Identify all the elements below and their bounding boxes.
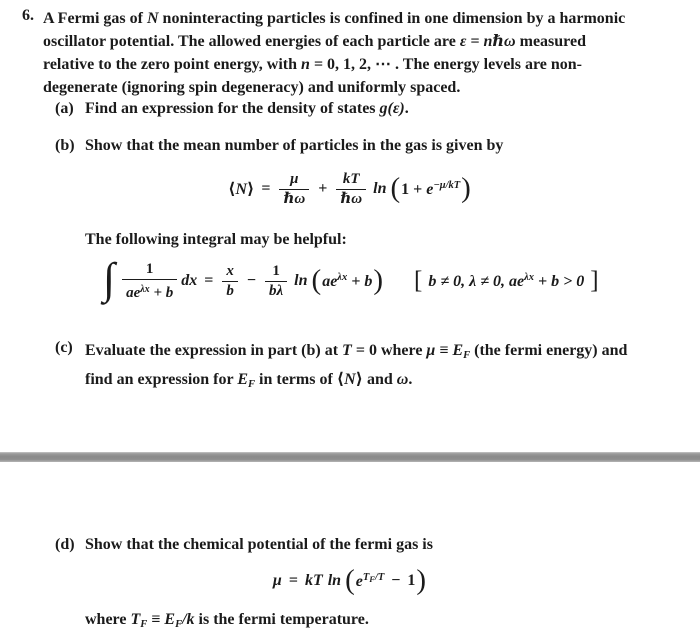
part-a-text: Find an expression for the density of states g(ε). — [85, 100, 409, 117]
part-c-item — [55, 339, 627, 397]
intro-line-4: degenerate (ignoring spin degeneracy) and uniformly spaced. — [43, 79, 461, 96]
equation-mean-number-wrap — [0, 166, 700, 212]
integral-hint-text: The following integral may be helpful: — [85, 231, 347, 248]
section-divider — [0, 452, 700, 462]
part-d-item — [55, 536, 433, 554]
fraction-x-over-b: $\frac{x}{b}$ — [222, 263, 238, 300]
intro-line-1: A Fermi gas of N noninteracting particles is confined in one dimension by a harmonic — [43, 10, 626, 27]
integral-sign: ∫ — [103, 254, 116, 304]
equation-chemical-potential-wrap — [0, 562, 700, 600]
part-a-item — [55, 100, 409, 118]
fraction-integrand: $\frac{1}{ae^{\lambda x} + b}$ — [122, 261, 177, 302]
equation-integral: ∫ $\frac{1}{ae^{\lambda x} + b}$ dx = $\frac{x}{b}$ − $\frac{1}{b\lambda}$ ln ( $ae^{\lambda x} + b$ ) [ b ≠ 0, λ ≠ 0, $ae^{\lambda x} + b > 0$ ] — [103, 254, 599, 304]
part-c-line-2: find an expression for $E_F$ in terms of ⟨N⟩ and ω. — [85, 371, 413, 390]
intro-paragraph — [43, 7, 625, 99]
equation-chemical-potential: μ = kT ln ( $e^{TF/T}$ − 1 ) — [272, 563, 427, 596]
part-b-label: (b) — [55, 137, 75, 154]
mean-number-lhs: ⟨N⟩ — [228, 181, 255, 198]
part-b-item — [55, 137, 503, 155]
fraction-mu-over-hbar-omega: $\frac{\mu}{\text{ℏω}}$ — [279, 171, 309, 208]
fraction-one-over-b-lambda: $\frac{1}{b\lambda}$ — [265, 263, 287, 300]
part-d-label: (d) — [55, 536, 75, 553]
condition-bracket: [ b ≠ 0, λ ≠ 0, $ae^{\lambda x} + b > 0$ ] — [414, 266, 599, 294]
part-c-text — [85, 339, 627, 397]
problem-number: 6. — [22, 7, 34, 24]
equation-mean-number: ⟨N⟩ = $\frac{\mu}{\text{ℏω}}$ + $\frac{kT}{\text{ℏω}}$ ln ( $1 + e^{-\mu/kT}$ ) — [228, 170, 471, 207]
footer-note: where $T_F \equiv E_F/k$ is the fermi temperature. — [85, 611, 369, 630]
part-a-label: (a) — [55, 100, 74, 117]
part-c-line-1: Evaluate the expression in part (b) at T = 0 where $\mu \equiv E_F$ (the fermi energy) and — [85, 342, 628, 361]
part-c-label: (c) — [55, 339, 73, 356]
intro-line-3: relative to the zero point energy, with n = 0, 1, 2, ⋯ . The energy levels are non- — [43, 56, 582, 73]
part-d-text: Show that the chemical potential of the fermi gas is — [85, 536, 433, 553]
problem-intro — [22, 7, 625, 99]
intro-line-2: oscillator potential. The allowed energies of each particle are ε = nℏω measured — [43, 33, 586, 50]
dx-term: dx — [181, 272, 198, 289]
fraction-kT-over-hbar-omega: $\frac{kT}{\text{ℏω}}$ — [336, 171, 366, 208]
part-b-text: Show that the mean number of particles in the gas is given by — [85, 137, 504, 154]
